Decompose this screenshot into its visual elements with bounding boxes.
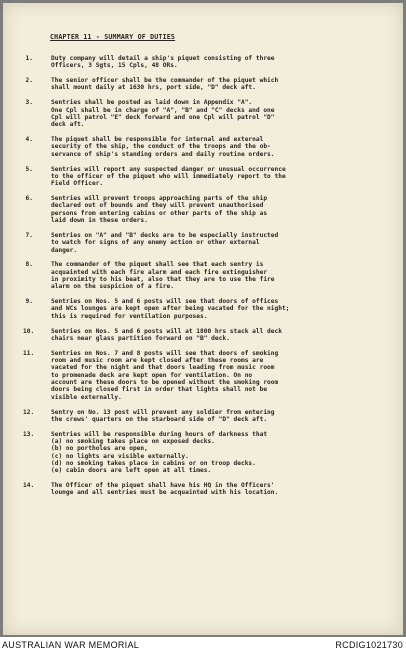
duty-item-text: The commander of the piquet shall see that each sentry is acquainted with each fire alarm and each fire extinguisher in proximity to his beat, also that they are to use the fire alarm on the suspicion of a fire. [51, 261, 275, 291]
duty-item-body [51, 328, 383, 343]
institution-name: AUSTRALIAN WAR MEMORIAL [2, 640, 140, 650]
duty-item-number: 5. [25, 165, 33, 173]
duty-subitem: (e) cabin doors are left open at all times. [51, 467, 212, 475]
duty-item-body [51, 298, 383, 320]
duty-item-text: Sentries on Nos. 5 and 6 posts will see that doors of offices and WCs lounges are kept open after being vacated for the night; this is required for ventilation purposes. [51, 298, 290, 320]
duty-subitem: (d) no smoking takes place in cabins or on troop decks. [51, 459, 256, 467]
duty-item-body [51, 232, 383, 254]
duty-item-number: 11. [23, 349, 35, 357]
duty-item-text: Sentries will prevent troops approaching parts of the ship declared out of bounds and they will prevent unauthorised persons from entering cabins or other parts of the ship as laid down in these orders. [51, 195, 268, 225]
duty-item-number: 10. [23, 327, 35, 335]
duty-item [23, 409, 383, 424]
duty-subitem: (c) no lights are visible externally. [51, 452, 189, 460]
duty-item-text: Sentries on "A" and "B" decks are to be especially instructed to watch for signs of any enemy action or other external danger. [51, 231, 279, 254]
duty-item [23, 350, 383, 401]
duty-item-body [51, 166, 383, 188]
duty-item [23, 261, 383, 290]
duty-item-number: 12. [23, 408, 35, 416]
duty-item-text: Sentries will be responsible during hours of darkness that [51, 430, 268, 438]
duty-item-number: 7. [25, 231, 33, 239]
duty-subitem: (b) no portholes are open, [51, 445, 148, 453]
duty-subitems [51, 438, 383, 474]
duty-item-text: Sentries will report any suspected danger or unusual occurrence to the officer of the piquet who will immediately report to the Field Officer. [51, 165, 286, 188]
archive-footer [0, 637, 406, 654]
duties-list [23, 55, 383, 497]
duty-item-body [51, 77, 383, 92]
duty-item-number: 4. [25, 136, 33, 144]
duty-item-text: Sentries shall be posted as laid down in Appendix "A". One Cpl shall be in charge of "A", "B" and "C" decks and one Cpl will patrol "E" deck forward and one Cpl will patrol "D" deck aft. [51, 99, 275, 129]
duty-item-text: Sentry on No. 13 post will prevent any soldier from entering the crews' quarters on the starboard side of "D" deck aft. [51, 408, 275, 423]
duty-item-text: Sentries on Nos. 7 and 8 posts will see that doors of smoking room and music room are kept closed after these rooms are vacated for the night and that doors leading from music room to promenade deck are kept open for ventilation. On no account are these doors to be opened without the smoking room doors being closed first in order that lights shall not be visible externally. [51, 349, 279, 401]
duty-item-body [51, 482, 383, 497]
duty-item-number: 8. [25, 261, 33, 269]
duty-item-text: The senior officer shall be the commander of the piquet which shall mount daily at 1630 hrs, port side, "D" deck aft. [51, 77, 279, 92]
duty-item [23, 328, 383, 343]
duty-item [23, 482, 383, 497]
document-heading: CHAPTER 11 - SUMMARY OF DUTIES [50, 33, 176, 41]
reference-code: RCDIG1021730 [335, 640, 403, 650]
duty-item-text: Sentries on Nos. 5 and 6 posts will at 1800 hrs stack all deck chairs near glass partition forward on "B" deck. [51, 327, 282, 342]
duty-item-number: 14. [23, 482, 35, 490]
duty-subitem: (a) no smoking takes place on exposed decks. [51, 438, 215, 445]
duty-item-text: Duty company will detail a ship's piquet consisting of three Officers, 3 Sgts, 15 Cpls, 48 ORs. [51, 55, 275, 70]
duty-item [23, 195, 383, 224]
duty-item [23, 232, 383, 254]
duty-item [23, 77, 383, 92]
duty-item-body [51, 350, 383, 401]
duty-item-body [51, 431, 383, 475]
duty-item-body [51, 195, 383, 224]
duty-item-text: The Officer of the piquet shall have his HQ in the Officers' lounge and all sentries must be acquainted with his location. [51, 482, 279, 497]
duty-item-number: 13. [23, 430, 35, 438]
duty-item-number: 3. [25, 99, 33, 107]
duty-item [23, 166, 383, 188]
duty-item-body [51, 136, 383, 158]
duty-item-body [51, 55, 383, 70]
duty-item-number: 2. [25, 77, 33, 85]
duty-item [23, 99, 383, 128]
duty-item-body [51, 261, 383, 290]
duty-item [23, 431, 383, 475]
duty-item-number: 9. [25, 298, 33, 306]
duty-item-number: 1. [25, 55, 33, 62]
document-page [3, 3, 403, 635]
duty-item-body [51, 99, 383, 128]
duty-item [23, 136, 383, 158]
duty-item-body [51, 409, 383, 424]
document-body [23, 33, 383, 504]
duty-item [23, 55, 383, 70]
duty-item-number: 6. [25, 195, 33, 203]
duty-item-text: The piquet shall be responsible for internal and external security of the ship, the conduct of the troops and the ob- servance of ship's standing orders and daily routine orders. [51, 136, 275, 158]
duty-item [23, 298, 383, 320]
